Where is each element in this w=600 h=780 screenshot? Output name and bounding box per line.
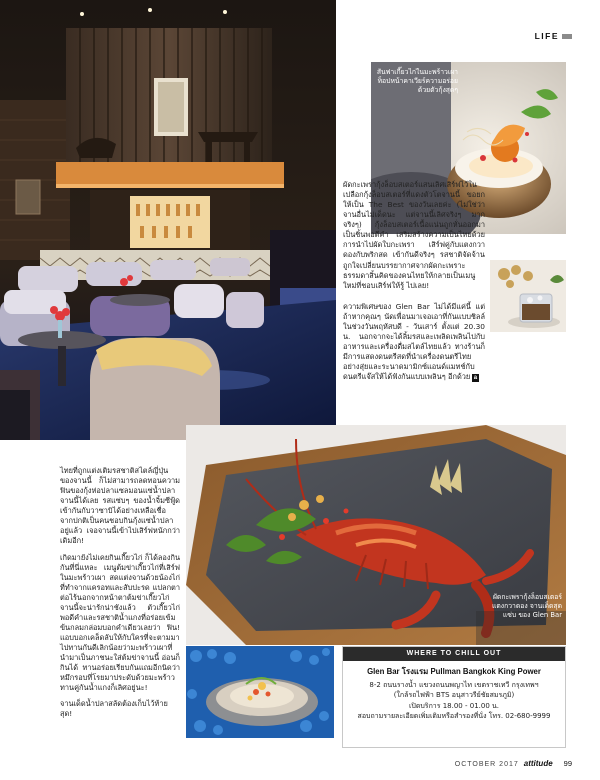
article-paragraph [343, 302, 485, 383]
page-number: 99 [563, 759, 572, 768]
venue-name: Glen Bar โรงแรม Pullman Bangkok King Power [367, 667, 541, 676]
article-paragraph-text: ความพิเศษของ Glen Bar ไม่ได้มีแค่นี้ แต่ ถ้าหากคุณๆ นัดเพื่อนมาเจอเอาที่กันแบบชิลล์ในช่วงวันพฤหัสบดี - วันเสาร์ ตั้งแต่ 20.30 น. นอกจากจะได้ลิ้มรสและเพลิดเพลินไปกับอาหารและเครื่องดื่มสไตล์ไทยแล้ว ทางร้านก็มีการแสดงดนตรีสดที่นำเครื่องดนตรีไทยอย่างสุ่ยและระนาดมามิกซ์แอนด์แมทช์กับดนตรีแจ๊สให้ได้ฟังกันแบบเพลินๆ อีกด้วย [343, 301, 485, 382]
article-paragraph: จานเด็ดน้ำปลาสลัดต้องเก็บไว้ท้ายสุด! [60, 699, 168, 719]
oyster-photo [186, 646, 334, 738]
info-box-heading: WHERE TO CHILL OUT [343, 647, 565, 661]
dessert-caption: สันฟาเกี๊ยวไก่ในมะพร้าวเผา ท็อปหน้าคาเวียร์ความอร่อย ด้วยตัวกุ้งสุดๆ [376, 68, 458, 94]
section-bar [562, 34, 572, 39]
venue-hours: เปิดบริการ 18.00 - 01.00 น. [408, 701, 500, 710]
drink-photo [490, 260, 566, 332]
info-box-body [343, 661, 565, 721]
section-label: LIFE [534, 31, 559, 41]
magazine-logo: attitude [523, 759, 553, 768]
end-mark: a [473, 375, 478, 382]
section-tag [535, 31, 572, 41]
lobster-caption: ผัดกะเพรากุ้งล็อบสเตอร์ แตงกวาดอง จานเด็ดสุดแซ่บ ของ Glen Bar [492, 593, 562, 619]
issue-date: OCTOBER 2017 [454, 761, 519, 768]
bar-interior-photo [0, 0, 336, 440]
page-footer [455, 759, 572, 768]
article-paragraph: เกิดมายังไม่เคยกินเกี๊ยวไก่ ก็ได้ลองกินกันที่นี่แหละ เมนูต้มข่าเกี๊ยวไก่ที่เสิร์ฟในมะพร้าวเผา สดแต่งจานด้วยน้องไก่ที่ทำจากแครอทและสับปะรด แปลกตาต่อไร้นอกจากหน้าตาต้มข่าเกี๊ยวไก่จานนี้จะน่ารักน่าชังแล้ว ตัวเกี๊ยวไก่พอดีคำและรสชาติน้ำแกงที่อร่อยเข้มข้นกลมกล่อมบอกคำเดียวเลยว่า ฟิน! แอบบอกเคล็ดลับให้กับใครที่จะตามมาไปทานกันดีเลิกน้อยว่ามะพร้าวเผาที่นำมาเป็นภาชนะใส่ต้มข่าจานนี้ อ่อนก็กินได้ ทานอร่อยเรียบกันแถมอีกนิดว่าหมึกรอบที่โรยมาประดับด้วยมะพร้าว ทานคู่กันน้ำแกงก็เลิศอยู่นะ! [60, 552, 180, 693]
article-right-column [343, 180, 485, 390]
venue-address: 8-2 ถนนรางน้ำ แขวงถนนพญาไท เขตราชเทวี กรุงเทพฯ [369, 681, 539, 690]
article-paragraph: ไทยที่ถูกแต่งเติมรสชาติสไตล์ญี่ปุ่นของจานนี้ ก็ไม่สามารถลดทอนความฟินของกุ้งห่อปลาแซลมอนแซ่น้ำปลาจานนี้ได้เลย รสแซ่บๆ ของน้ำจิ้มซีฟู้ดเข้ากันกับวาซาบิได้อย่างเหลือเชื่อ จากปกติเป็นคนชอบกินกุ้งแซ่น้ำปลาอยู่แล้ว เจอจานนี้เข้าไปเสิร์ฟหนักกว่าเดิมอีก! [60, 466, 180, 546]
venue-contact: สอบถามรายละเอียดเพิ่มเติมหรือสำรองที่นั่ง โทร. 02-680-9999 [357, 711, 551, 720]
article-left-column [60, 466, 180, 726]
article-paragraph: ผัดกะเพรากุ้งล็อบสเตอร์แสนเลิศเสิร์ฟไว้ในเปลือกกุ้งล็อบสเตอร์ที่แดงตัวโตจานนี้ ขอยกให้เป็น The Best ของวันเลยค่ะ (ไม่ใช่ว่าจานอื่นไม่เด็ดนะ แต่จานนี้เลิศจริงๆ มากจริงๆ) กุ้งล็อบสเตอร์เนื้อแน่นถูกหั่นออกมาเป็นชิ้นพอดีคำ เสริมสร้างความเป็นไทยด้วยการนำไปผัดใบกะเพรา เสิร์ฟคู่กับแตงกวาดองกับพริกสด เข้ากันดีจริงๆ รสชาติจัดจ้าน ถูกใจเปลี่ยนบรรยากาศจากผัดกะเพราะธรรมดาสิ้นคิดของคนไทยให้กลายเป็นเมนูใหม่ที่ชอบเสิร์ฟให้รู้ ไปเลย! [343, 180, 485, 290]
venue-transit: (ใกล้รถไฟฟ้า BTS อนุสาวรีย์ชัยสมรภูมิ) [393, 691, 515, 700]
where-to-chill-out-box [342, 646, 566, 748]
